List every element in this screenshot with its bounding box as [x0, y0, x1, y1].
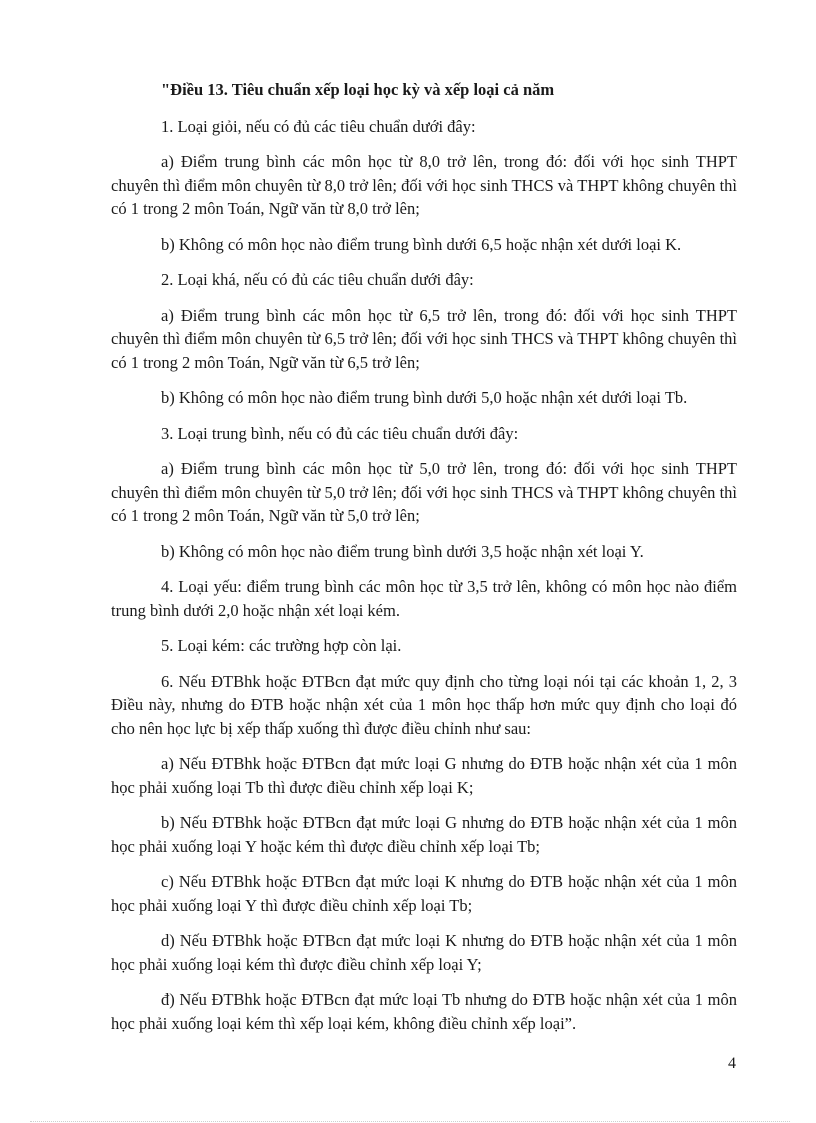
paragraph-6d: d) Nếu ĐTBhk hoặc ĐTBcn đạt mức loại K nhưng do ĐTB hoặc nhận xét của 1 môn học phải xuống loại kém thì được điều chỉnh xếp loại Y;: [111, 931, 737, 974]
paragraph-5: 5. Loại kém: các trường hợp còn lại.: [161, 636, 402, 655]
paragraph-1: 1. Loại giỏi, nếu có đủ các tiêu chuẩn dưới đây:: [161, 116, 476, 136]
paragraph-6dd: đ) Nếu ĐTBhk hoặc ĐTBcn đạt mức loại Tb nhưng do ĐTB hoặc nhận xét của 1 môn học phải xuống loại kém thì xếp loại kém, không điều chỉnh xếp loại”.: [111, 990, 737, 1033]
paragraph-3b: b) Không có môn học nào điểm trung bình dưới 3,5 hoặc nhận xét loại Y.: [161, 541, 644, 561]
paragraph-4: 4. Loại yếu: điểm trung bình các môn học từ 3,5 trở lên, không có môn học nào điểm trung bình dưới 2,0 hoặc nhận xét loại kém.: [111, 577, 737, 620]
article-title: "Điều 13. Tiêu chuẩn xếp loại học kỳ và xếp loại cả năm: [161, 80, 555, 99]
paragraph-2b: b) Không có môn học nào điểm trung bình dưới 5,0 hoặc nhận xét dưới loại Tb.: [161, 388, 688, 407]
paragraph-2a: a) Điểm trung bình các môn học từ 6,5 trở lên, trong đó: đối với học sinh THPT chuyên thì điểm môn chuyên từ 6,5 trở lên; đối với học sinh THCS và THPT không chuyên thì có 1 trong 2 môn Toán, Ngữ văn từ 6,5 trở lên;: [111, 305, 737, 372]
paragraph-6: 6. Nếu ĐTBhk hoặc ĐTBcn đạt mức quy định cho từng loại nói tại các khoản 1, 2, 3 Điều này, nhưng do ĐTB hoặc nhận xét của 1 môn học thấp hơn mức quy định cho loại đó cho nên học lực bị xếp thấp xuống thì được điều chỉnh như sau:: [111, 671, 737, 738]
paragraph-6a: a) Nếu ĐTBhk hoặc ĐTBcn đạt mức loại G nhưng do ĐTB hoặc nhận xét của 1 môn học phải xuống loại Tb thì được điều chỉnh xếp loại K;: [111, 754, 737, 797]
paragraph-3: 3. Loại trung bình, nếu có đủ các tiêu chuẩn dưới đây:: [161, 423, 519, 443]
footer-divider: [30, 1121, 790, 1122]
page-number: 4: [728, 1055, 736, 1072]
article-body: [111, 78, 737, 1047]
paragraph-1a: a) Điểm trung bình các môn học từ 8,0 trở lên, trong đó: đối với học sinh THPT chuyên thì điểm môn chuyên từ 8,0 trở lên; đối với học sinh THCS và THPT không chuyên thì có 1 trong 2 môn Toán, Ngữ văn từ 8,0 trở lên;: [111, 152, 737, 218]
paragraph-6b: b) Nếu ĐTBhk hoặc ĐTBcn đạt mức loại G nhưng do ĐTB hoặc nhận xét của 1 môn học phải xuống loại Y hoặc kém thì được điều chỉnh xếp loại Tb;: [111, 813, 737, 856]
paragraph-3a: a) Điểm trung bình các môn học từ 5,0 trở lên, trong đó: đối với học sinh THPT chuyên thì điểm môn chuyên từ 5,0 trở lên; đối với học sinh THCS và THPT không chuyên thì có 1 trong 2 môn Toán, Ngữ văn từ 5,0 trở lên;: [111, 459, 737, 525]
paragraph-1b: b) Không có môn học nào điểm trung bình dưới 6,5 hoặc nhận xét dưới loại K.: [161, 234, 682, 254]
paragraph-6c: c) Nếu ĐTBhk hoặc ĐTBcn đạt mức loại K nhưng do ĐTB hoặc nhận xét của 1 môn học phải xuống loại Y thì được điều chỉnh xếp loại Tb;: [111, 872, 737, 915]
paragraph-2: 2. Loại khá, nếu có đủ các tiêu chuẩn dưới đây:: [161, 270, 474, 289]
